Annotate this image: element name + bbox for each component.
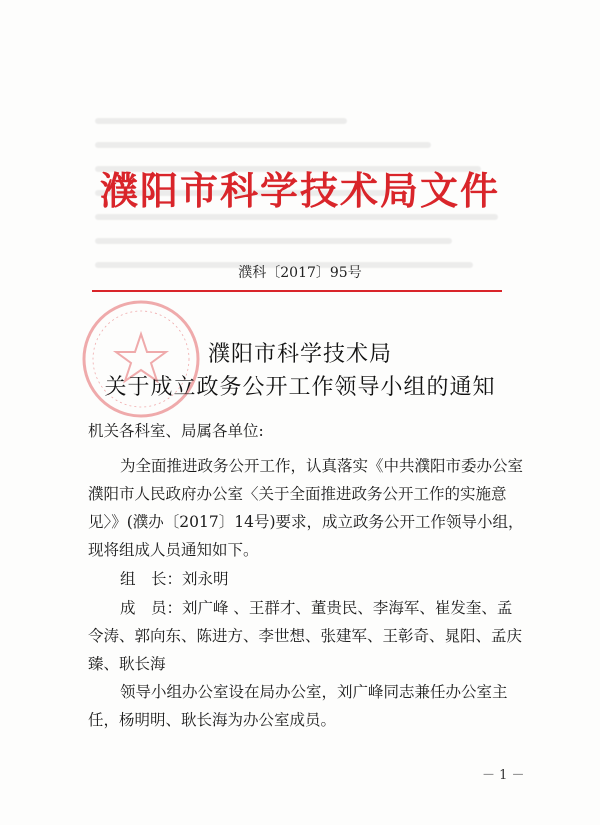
notice-title-line-2: 关于成立政务公开工作领导小组的通知 — [104, 375, 496, 400]
para1-line2: 濮阳市人民政府办公室〈关于全面推进政务公开工作的实施意 — [88, 485, 507, 503]
para1-line3: 见〉》(濮办〔2017〕14号)要求，成立政务公开工作领导小组， — [88, 513, 524, 531]
page-number: － 1 － — [482, 768, 525, 783]
para2-line2: 任，杨明明、耿长海为办公室成员。 — [88, 711, 337, 729]
members-line1: 成 员：刘广峰 、王群才、董贵民、李海军、崔发奎、孟 — [120, 599, 513, 617]
para1-line4: 现将组成人员通知如下。 — [88, 541, 259, 559]
notice-title-line-1: 濮阳市科学技术局 — [207, 342, 392, 367]
document-masthead: 濮阳市科学技术局文件 — [99, 168, 500, 213]
para1-line1: 为全面推进政务公开工作，认真落实《中共濮阳市委办公室 — [120, 457, 524, 475]
leader-line: 组 长：刘永明 — [120, 570, 229, 588]
addressee: 机关各科室、局属各单位: — [88, 422, 264, 440]
members-line3: 臻、耿长海 — [88, 655, 166, 673]
para2-line1: 领导小组办公室设在局办公室，刘广峰同志兼任办公室主 — [120, 683, 508, 701]
document-number: 濮科〔2017〕95号 — [238, 265, 362, 281]
red-divider — [92, 290, 502, 292]
members-line2: 令涛、郭向东、陈进方、李世想、张建军、王彰奇、晁阳、孟庆 — [88, 627, 523, 645]
